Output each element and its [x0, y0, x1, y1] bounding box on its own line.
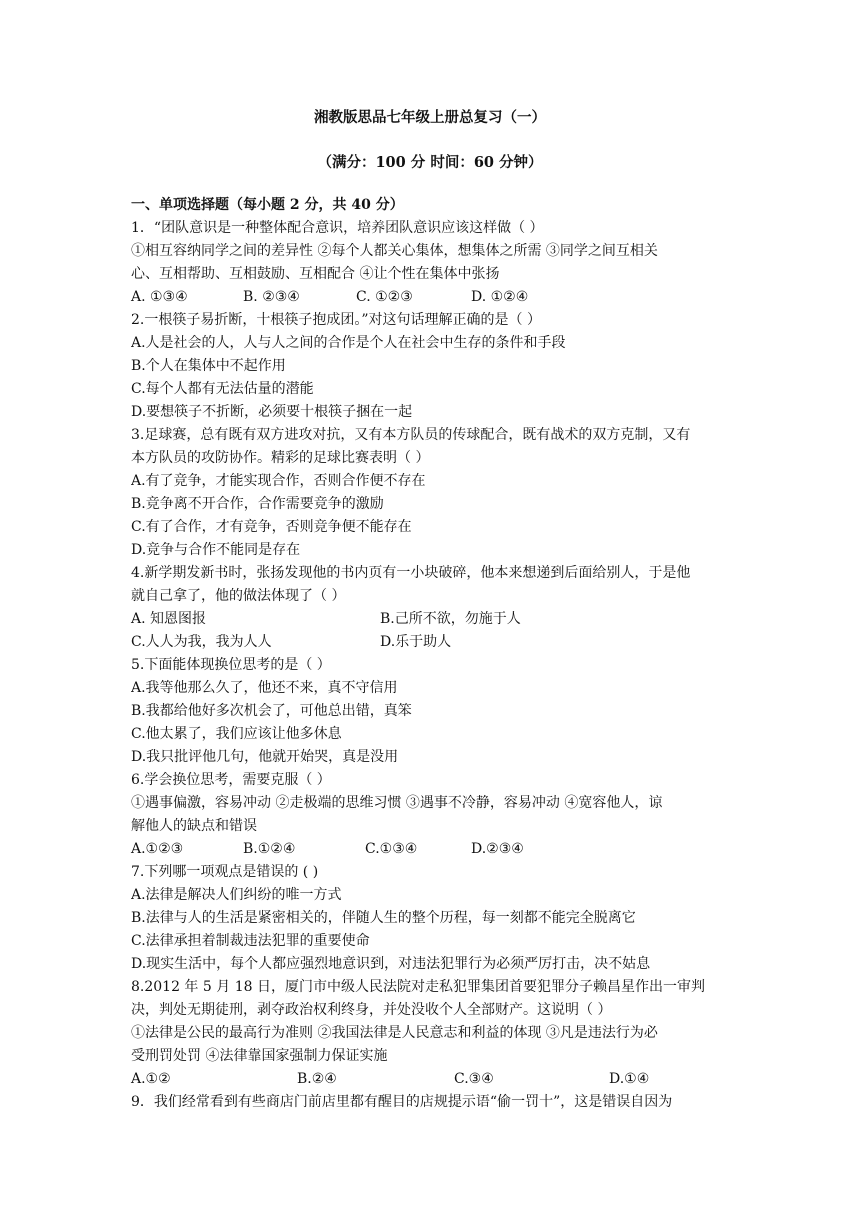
option-b: B.个人在集体中不起作用 [131, 358, 286, 374]
option-d: D.我只批评他几句，他就开始哭，真是没用 [131, 749, 399, 765]
option-c: C.人人为我，我为人人 [131, 634, 272, 650]
question-8-statements-cont: 受刑罚处罚 ④法律靠国家强制力保证实施 [131, 1048, 388, 1064]
option-c: C.①③④ [365, 841, 418, 857]
option-d: D.②③④ [471, 841, 524, 857]
question-6: 6.学会换位思考，需要克服（ ） [131, 772, 331, 788]
option-c: C.法律承担着制裁违法犯罪的重要使命 [131, 933, 370, 949]
option-d: D. ①②④ [471, 289, 529, 305]
option-b: B.己所不欲，勿施于人 [380, 611, 521, 627]
question-4: 4.新学期发新书时，张扬发现他的书内页有一小块破碎，他本来想递到后面给别人，于是他 [131, 565, 691, 581]
option-b: B.法律与人的生活是紧密相关的，伴随人生的整个历程，每一刻都不能完全脱离它 [131, 910, 636, 926]
option-c: C.他太累了，我们应该让他多休息 [131, 726, 342, 742]
option-a: A.①② [131, 1071, 171, 1087]
question-1-statements-cont: 心、互相帮助、互相鼓励、互相配合 ④让个性在集体中张扬 [131, 266, 500, 282]
option-b: B.我都给他好多次机会了，可他总出错，真笨 [131, 703, 412, 719]
option-b: B.①②④ [243, 841, 296, 857]
option-c: C. ①②③ [356, 289, 413, 305]
question-6-statements-cont: 解他人的缺点和错误 [131, 818, 257, 834]
option-c: C.③④ [454, 1071, 494, 1087]
option-a: A.①②③ [131, 841, 184, 857]
option-a: A.法律是解决人们纠纷的唯一方式 [131, 887, 342, 903]
section-heading: 一、单项选择题（每小题 2 分，共 40 分） [131, 197, 404, 213]
question-1: 1．“团队意识是一种整体配合意识，培养团队意识应该这样做（ ） [131, 220, 544, 236]
question-7: 7.下列哪一项观点是错误的 ( ) [131, 864, 319, 880]
question-3: 3.足球赛，总有既有双方进攻对抗，又有本方队员的传球配合，既有战术的双方克制，又有 [131, 427, 691, 443]
option-a: A.人是社会的人，人与人之间的合作是个人在社会中生存的条件和手段 [131, 335, 566, 351]
question-2: 2.一根筷子易折断，十根筷子抱成团。”对这句话理解正确的是（ ） [131, 312, 541, 328]
option-d: D.要想筷子不折断，必须要十根筷子捆在一起 [131, 404, 413, 420]
option-d: D.现实生活中，每个人都应强烈地意识到，对违法犯罪行为必须严厉打击，决不姑息 [131, 956, 651, 972]
option-d: D.竞争与合作不能同是存在 [131, 542, 301, 558]
question-8-cont: 决，判处无期徒刑，剥夺政治权利终身，并处没收个人全部财产。这说明（ ） [131, 1002, 612, 1018]
option-b: B.②④ [297, 1071, 337, 1087]
option-a: A. 知恩图报 [131, 611, 207, 627]
option-b: B.竞争离不开合作，合作需要竞争的激励 [131, 496, 384, 512]
option-a: A. ①③④ [131, 289, 188, 305]
option-b: B. ②③④ [243, 289, 300, 305]
page-title: 湘教版思品七年级上册总复习（一） [314, 109, 546, 126]
option-d: D.①④ [609, 1071, 650, 1087]
question-9: 9．我们经常看到有些商店门前店里都有醒目的店规提示语“偷一罚十”，这是错误自因为 [131, 1094, 673, 1110]
option-a: A.有了竞争，才能实现合作，否则合作便不存在 [131, 473, 426, 489]
question-8-statements: ①法律是公民的最高行为准则 ②我国法律是人民意志和利益的体现 ③凡是违法行为必 [131, 1025, 658, 1041]
question-5: 5.下面能体现换位思考的是（ ） [131, 657, 331, 673]
question-6-statements: ①遇事偏激，容易冲动 ②走极端的思维习惯 ③遇事不冷静，容易冲动 ④宽容他人，谅 [131, 795, 663, 811]
option-d: D.乐于助人 [380, 634, 452, 650]
option-c: C.有了合作，才有竞争，否则竞争便不能存在 [131, 519, 412, 535]
question-1-statements: ①相互容纳同学之间的差异性 ②每个人都关心集体，想集体之所需 ③同学之间互相关 [131, 243, 658, 259]
exam-info: （满分：100 分 时间：60 分钟） [317, 154, 543, 171]
question-3-cont: 本方队员的攻防协作。精彩的足球比赛表明（ ） [131, 450, 430, 466]
option-c: C.每个人都有无法估量的潜能 [131, 381, 314, 397]
option-a: A.我等他那么久了，他还不来，真不守信用 [131, 680, 398, 696]
question-8: 8.2012 年 5 月 18 日，厦门市中级人民法院对走私犯罪集团首要犯罪分子赖昌星作出一审判 [131, 979, 705, 995]
question-4-cont: 就自己拿了，他的做法体现了（ ） [131, 588, 346, 604]
